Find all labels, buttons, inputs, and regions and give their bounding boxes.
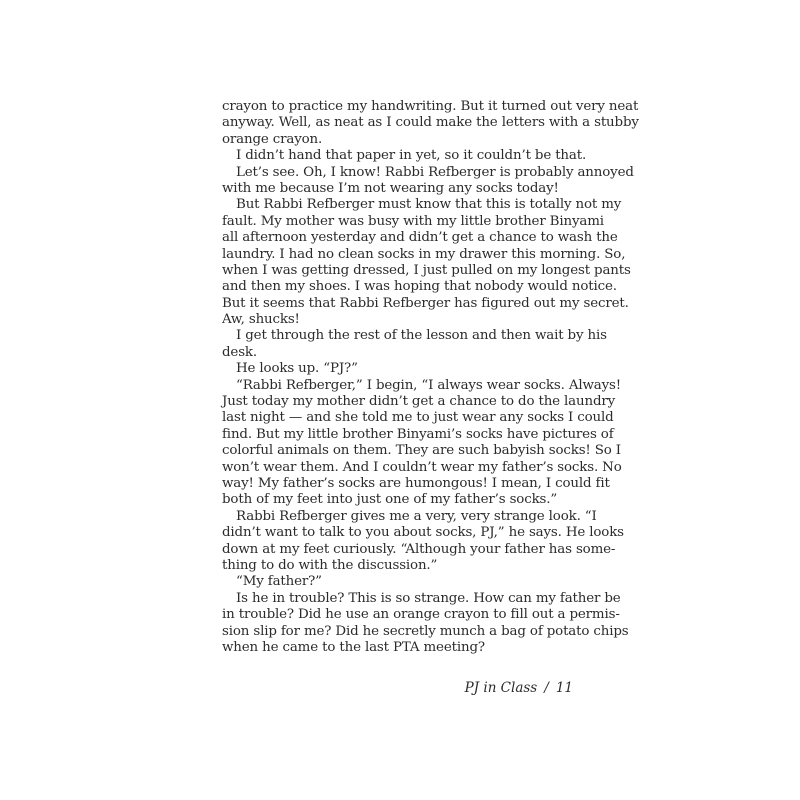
text-line: Rabbi Refberger gives me a very, very strange look. “I [236, 508, 597, 524]
text-line: down at my feet curiously. “Although your father has some- [222, 541, 616, 557]
text-line: didn’t want to talk to you about socks, PJ,” he says. He looks [222, 525, 624, 541]
text-line: Let’s see. Oh, I know! Rabbi Refberger is probably annoyed [236, 164, 634, 180]
text-line: I didn’t hand that paper in yet, so it couldn’t be that. [236, 148, 587, 164]
text-line: But Rabbi Refberger must know that this is totally not my [236, 197, 622, 213]
text-line: with me because I’m not wearing any socks today! [222, 180, 559, 196]
text-line: He looks up. “PJ?” [236, 361, 358, 377]
text-line: Is he in trouble? This is so strange. How can my father be [236, 590, 621, 606]
book-title: PJ in Class [464, 680, 538, 696]
text-line: laundry. I had no clean socks in my drawer this morning. So, [222, 246, 626, 262]
text-line: all afternoon yesterday and didn’t get a chance to wash the [222, 230, 618, 246]
text-line: when I was getting dressed, I just pulled on my longest pants [222, 262, 631, 278]
text-line: anyway. Well, as neat as I could make the letters with a stubby [222, 115, 639, 131]
text-line: when he came to the last PTA meeting? [222, 639, 485, 655]
text-line: last night — and she told me to just wear any socks I could [222, 410, 614, 426]
text-line: in trouble? Did he use an orange crayon to fill out a permis- [222, 607, 620, 623]
text-line: But it seems that Rabbi Refberger has figured out my secret. [222, 295, 629, 311]
text-line: “My father?” [236, 574, 322, 590]
text-line: fault. My mother was busy with my little brother Binyami [222, 213, 604, 229]
text-line: desk. [222, 344, 257, 360]
text-line: orange crayon. [222, 131, 323, 147]
text-line: sion slip for me? Did he secretly munch a bag of potato chips [222, 623, 629, 639]
running-footer [465, 680, 573, 696]
page-body [222, 99, 639, 656]
text-line: find. But my little brother Binyami’s socks have pictures of [222, 426, 614, 442]
text-line: won’t wear them. And I couldn’t wear my father’s socks. No [222, 459, 622, 475]
footer-separator: / [544, 680, 549, 696]
text-line: thing to do with the discussion.” [222, 557, 438, 573]
text-line: colorful animals on them. They are such babyish socks! So I [222, 443, 621, 459]
text-line: way! My father’s socks are humongous! I mean, I could fit [222, 475, 610, 491]
text-line: both of my feet into just one of my father’s socks.” [222, 492, 558, 508]
text-line: Just today my mother didn’t get a chance to do the laundry [222, 394, 616, 410]
page-number: 11 [555, 680, 573, 696]
text-line: I get through the rest of the lesson and then wait by his [236, 328, 607, 344]
text-line: “Rabbi Refberger,” I begin, “I always wear socks. Always! [236, 377, 622, 393]
text-line: Aw, shucks! [222, 312, 300, 328]
text-line: and then my shoes. I was hoping that nobody would notice. [222, 279, 617, 295]
text-line: crayon to practice my handwriting. But it turned out very neat [222, 99, 639, 114]
